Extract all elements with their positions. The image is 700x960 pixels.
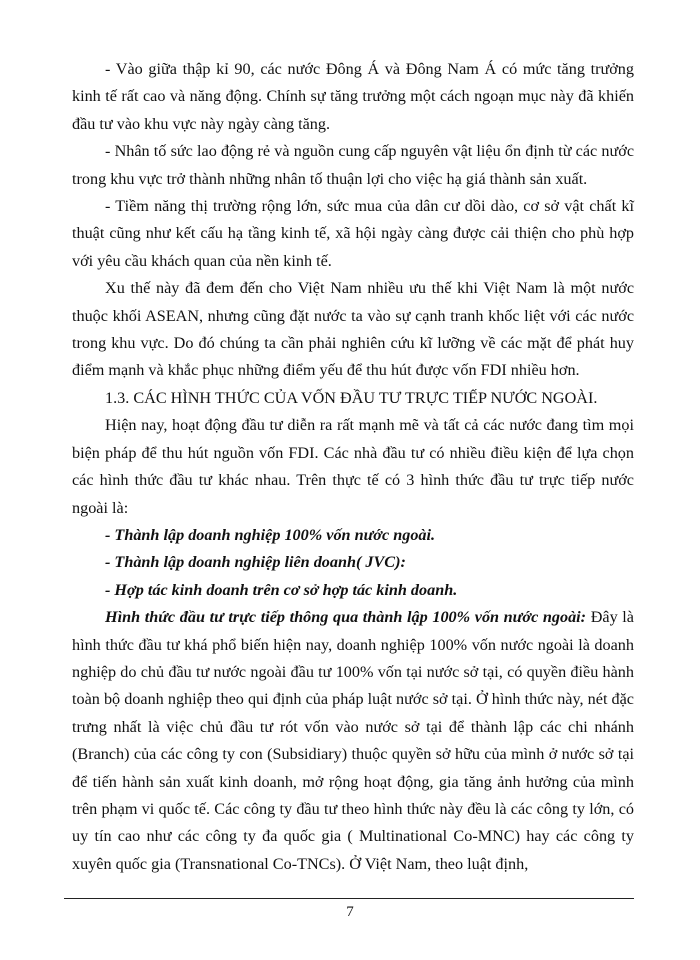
page-body [72,56,634,878]
list-item-joint-venture: - Thành lập doanh nghiệp liên doanh( JVC): [105,553,406,572]
list-item-wholly-foreign: - Thành lập doanh nghiệp 100% vốn nước ngoài. [105,525,436,544]
paragraph-labor: - Nhân tố sức lao động rẻ và nguồn cung cấp nguyên vật liệu ổn định từ các nước trong khu vực trở thành những nhân tố thuận lợi cho việc hạ giá thành sản xuất. [72,142,634,188]
paragraph-lead: Hình thức đầu tư trực tiếp thông qua thành lập 100% vốn nước ngoài: [105,608,587,627]
page-number: 7 [346,904,354,920]
paragraph-intro: Hiện nay, hoạt động đầu tư diễn ra rất mạnh mẽ và tất cả các nước đang tìm mọi biện pháp để thu hút nguồn vốn FDI. Các nhà đầu tư có nhiều điều kiện để lựa chọn các hình thức đầu tư khác nhau. Trên thực tế có 3 hình thức đầu tư trực tiếp nước ngoài là: [72,416,634,517]
footer-divider [64,898,634,899]
paragraph-market: - Tiềm năng thị trường rộng lớn, sức mua của dân cư dồi dào, cơ sở vật chất kĩ thuật cũng như kết cấu hạ tầng kinh tế, xã hội ngày càng được cải thiện cho phù hợp với yêu cầu khách quan của nền kinh tế. [72,197,634,270]
paragraph-trend: Xu thế này đã đem đến cho Việt Nam nhiều ưu thế khi Việt Nam là một nước thuộc khối ASEAN, nhưng cũng đặt nước ta vào sự cạnh tranh khốc liệt với các nước trong khu vực. Do đó chúng ta cần phải nghiên cứu kĩ lưỡng về các mặt để phát huy điểm mạnh và khắc phục những điểm yếu để thu hút được vốn FDI nhiều hơn. [72,279,634,380]
list-item-business-cooperation: - Hợp tác kinh doanh trên cơ sở hợp tác kinh doanh. [105,580,458,599]
section-heading: 1.3. CÁC HÌNH THỨC CỦA VỐN ĐẦU TƯ TRỰC TIẾP NƯỚC NGOÀI. [105,388,598,407]
paragraph-body: Đây là hình thức đầu tư khá phổ biến hiện nay, doanh nghiệp 100% vốn nước ngoài là doanh nghiệp do chủ đầu tư nước ngoài đầu tư 100% vốn tại nước sở tại, có quyền điều hành toàn bộ doanh nghiệp theo qui định của pháp luật nước sở tại. Ở hình thức này, nét đặc trưng nhất là việc chủ đầu tư rót vốn vào nước sở tại để thành lập các chi nhánh (Branch) của các công ty con (Subsidiary) thuộc quyền sở hữu của mình ở nước sở tại để tiến hành sản xuất kinh doanh, mở rộng hoạt động, gia tăng ảnh hưởng của mình trên phạm vi quốc tế. Các công ty đầu tư theo hình thức này đều là các công ty lớn, có uy tín cao như các công ty đa quốc gia ( Multinational Co-MNC) hay các công ty xuyên quốc gia (Transnational Co-TNCs). Ở Việt Nam, theo luật định, [72,608,634,873]
paragraph-growth: - Vào giữa thập kỉ 90, các nước Đông Á và Đông Nam Á có mức tăng trưởng kinh tế rất cao và năng động. Chính sự tăng trưởng một cách ngoạn mục này đã khiến đầu tư vào khu vực này ngày càng tăng. [72,60,634,133]
paragraph-wholly-foreign-form [72,604,634,878]
